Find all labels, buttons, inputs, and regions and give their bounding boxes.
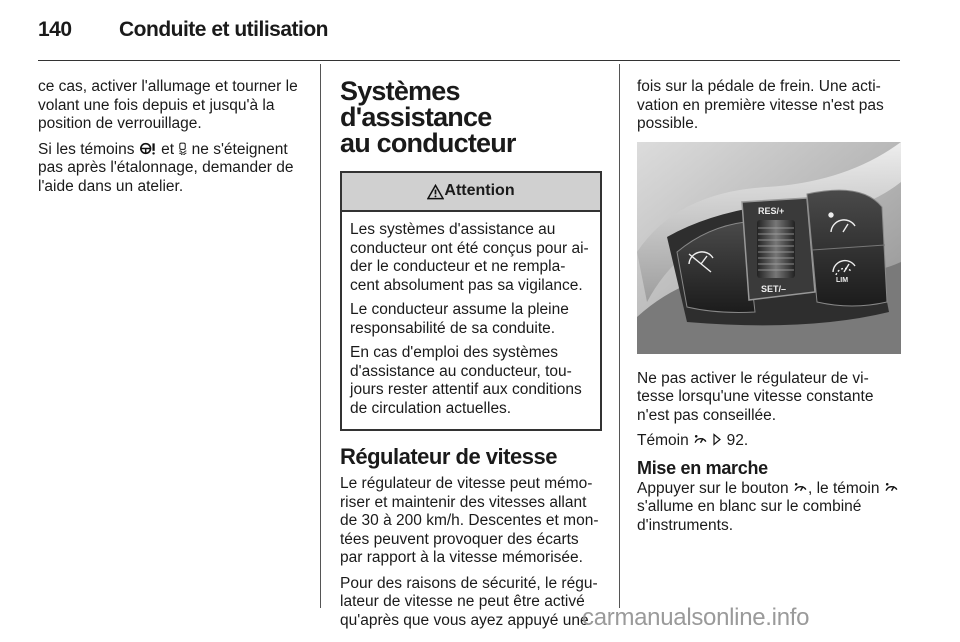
warning-header	[342, 173, 600, 212]
warning-triangle-icon	[427, 184, 444, 200]
page-number: 140	[38, 18, 72, 41]
text-span: Appuyer sur le bouton	[637, 479, 789, 497]
cruise-control-icon	[793, 481, 808, 494]
paragraph: Pour des raisons de sécurité, le régu-lateur de vitesse ne peut être activé qu'après que vous ayez appuyé une	[340, 574, 598, 629]
text-span: ne s'éteignent pas après l'étalonnage, demander de l'aide dans un atelier.	[38, 140, 294, 195]
steering-warning-icon	[139, 142, 157, 155]
paragraph: Le régulateur de vitesse peut mémo-riser et maintenir des vitesses allant de 30 à 200 km/h. Descentes et mon-tées peuvent provoquer des écarts par rapport à la vitesse mémorisée.	[340, 475, 599, 566]
text-span: s'allume en blanc sur le combiné d'instruments.	[637, 498, 862, 534]
text-span: Témoin	[637, 432, 689, 449]
warning-box	[340, 171, 602, 431]
page-reference: 92.	[726, 432, 749, 449]
header-rule	[38, 60, 900, 61]
paragraph	[637, 432, 901, 451]
warning-body	[342, 212, 600, 429]
section-title	[340, 78, 602, 156]
page-reference-arrow-icon	[712, 433, 722, 446]
chapter-title: Conduite et utilisation	[119, 18, 328, 41]
paragraph: En cas d'emploi des systèmes d'assistance au conducteur, tou-jours rester attentif aux conditions de circulation actuelles.	[350, 344, 582, 417]
cruise-control-icon	[693, 433, 708, 446]
paragraph: fois sur la pédale de frein. Une acti-vation en première vitesse n'est pas possible.	[637, 78, 884, 132]
cruise-control-icon	[884, 481, 899, 494]
paragraph: Les systèmes d'assistance au conducteur ont été conçus pour ai-der le conducteur et ne rempla-cent absolument pas sa vigilance.	[350, 221, 589, 294]
steering-wheel-controls-photo	[637, 142, 901, 354]
column-divider-1	[320, 64, 321, 608]
text-span: et	[161, 140, 175, 158]
paragraph: Ne pas activer le régulateur de vi-tesse lorsqu'une vitesse constante n'est pas conseillée.	[637, 369, 874, 424]
text-span: , le témoin	[807, 479, 880, 497]
set-minus-label: SET/–	[761, 283, 787, 294]
title-line: Systèmes d'assistance	[340, 76, 492, 132]
paragraph	[38, 141, 308, 197]
title-line: au conducteur	[340, 128, 516, 158]
lim-label: LIM	[836, 276, 849, 284]
watermark: carmanualsonline.info	[582, 604, 810, 631]
subsection-title: Régulateur de vitesse	[340, 444, 557, 469]
paragraph	[637, 480, 901, 536]
res-plus-label: RES/+	[758, 205, 785, 216]
column-2	[340, 78, 602, 637]
heading-mise-en-marche: Mise en marche	[637, 457, 768, 478]
paragraph: Le conducteur assume la pleine responsabilité de sa conduite.	[350, 301, 569, 337]
column-3	[637, 78, 901, 542]
column-1	[38, 78, 308, 203]
column-divider-2	[619, 64, 620, 608]
text-span: Si les témoins	[38, 140, 135, 158]
warning-title: Attention	[444, 182, 515, 200]
paragraph: ce cas, activer l'allumage et tourner le volant une fois depuis et jusqu'à la position de verrouillage.	[38, 78, 298, 132]
stabilitrak-icon	[178, 142, 187, 155]
